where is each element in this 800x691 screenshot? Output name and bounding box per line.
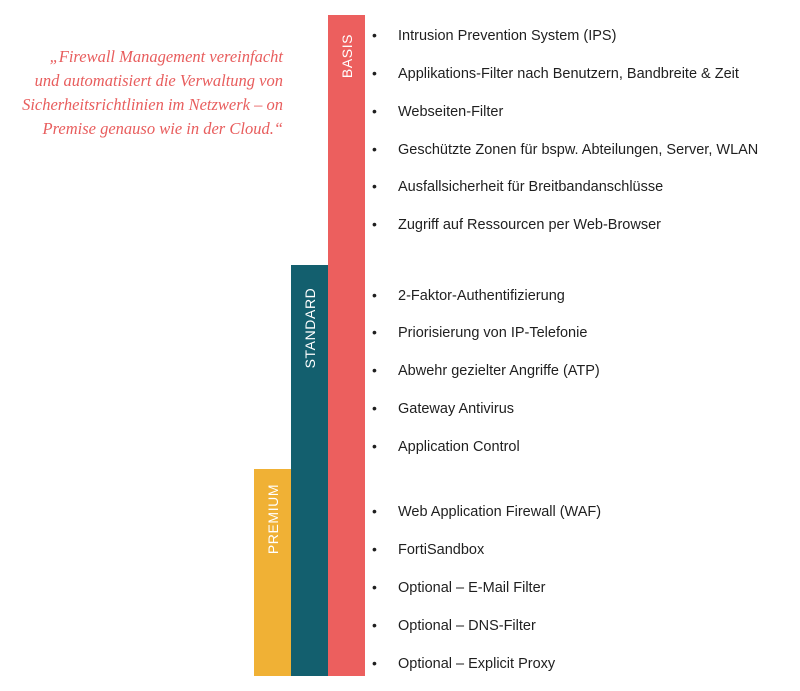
feature-label: Webseiten-Filter: [398, 104, 504, 120]
feature-label: Intrusion Prevention System (IPS): [398, 28, 617, 44]
bullet-icon: •: [372, 655, 377, 671]
bullet-icon: •: [372, 324, 377, 340]
feature-label: Optional – E-Mail Filter: [398, 580, 546, 596]
feature-label: FortiSandbox: [398, 542, 485, 558]
feature-item: [371, 435, 520, 457]
feature-label: Zugriff auf Ressourcen per Web-Browser: [398, 217, 661, 233]
feature-item: [371, 138, 758, 160]
feature-label: Abwehr gezielter Angriffe (ATP): [398, 363, 600, 379]
tier-label-premium: PREMIUM: [264, 483, 281, 555]
feature-label: Priorisierung von IP-Telefonie: [398, 325, 588, 341]
feature-label: Application Control: [398, 439, 520, 455]
bullet-icon: •: [372, 141, 377, 157]
feature-label: 2-Faktor-Authentifizierung: [398, 288, 565, 304]
feature-label: Optional – DNS-Filter: [398, 618, 536, 634]
feature-item: [371, 213, 661, 235]
feature-item: [371, 321, 587, 343]
feature-label: Gateway Antivirus: [398, 401, 515, 417]
feature-item: [371, 652, 555, 674]
bullet-icon: •: [372, 579, 377, 595]
tier-bar-standard: [291, 265, 328, 676]
bullet-icon: •: [372, 216, 377, 232]
feature-item: [371, 100, 503, 122]
feature-item: [371, 500, 601, 522]
bullet-icon: •: [372, 400, 377, 416]
feature-label: Optional – Explicit Proxy: [398, 656, 556, 672]
bullet-icon: •: [372, 103, 377, 119]
bullet-icon: •: [372, 617, 377, 633]
tier-bar-basis: [328, 15, 365, 676]
bullet-icon: •: [372, 541, 377, 557]
feature-label: Geschützte Zonen für bspw. Abteilungen, Server, WLAN: [398, 142, 759, 158]
feature-item: [371, 62, 739, 84]
bullet-icon: •: [372, 27, 377, 43]
bullet-icon: •: [372, 65, 377, 81]
feature-item: [371, 576, 545, 598]
bullet-icon: •: [372, 438, 377, 454]
quote-line: Premise genauso wie in der Cloud.“: [42, 119, 283, 138]
bullet-icon: •: [372, 287, 377, 303]
quote-line: „Firewall Management vereinfacht: [49, 47, 283, 66]
tier-label-basis: BASIS: [338, 33, 355, 79]
feature-item: [371, 614, 536, 636]
feature-item: [371, 24, 616, 46]
feature-item: [371, 359, 600, 381]
tier-bar-premium: [254, 469, 291, 676]
feature-label: Web Application Firewall (WAF): [398, 504, 602, 520]
quote-text: [0, 45, 283, 141]
feature-item: [371, 284, 565, 306]
feature-label: Ausfallsicherheit für Breitbandanschlüsse: [398, 179, 664, 195]
feature-item: [371, 397, 514, 419]
feature-item: [371, 175, 663, 197]
bullet-icon: •: [372, 362, 377, 378]
feature-item: [371, 538, 484, 560]
tier-label-standard: STANDARD: [301, 287, 318, 369]
quote-line: Sicherheitsrichtlinien im Netzwerk – on: [22, 95, 283, 114]
feature-label: Applikations-Filter nach Benutzern, Bandbreite & Zeit: [398, 66, 739, 82]
bullet-icon: •: [372, 503, 377, 519]
bullet-icon: •: [372, 178, 377, 194]
quote-line: und automatisiert die Verwaltung von: [34, 71, 283, 90]
